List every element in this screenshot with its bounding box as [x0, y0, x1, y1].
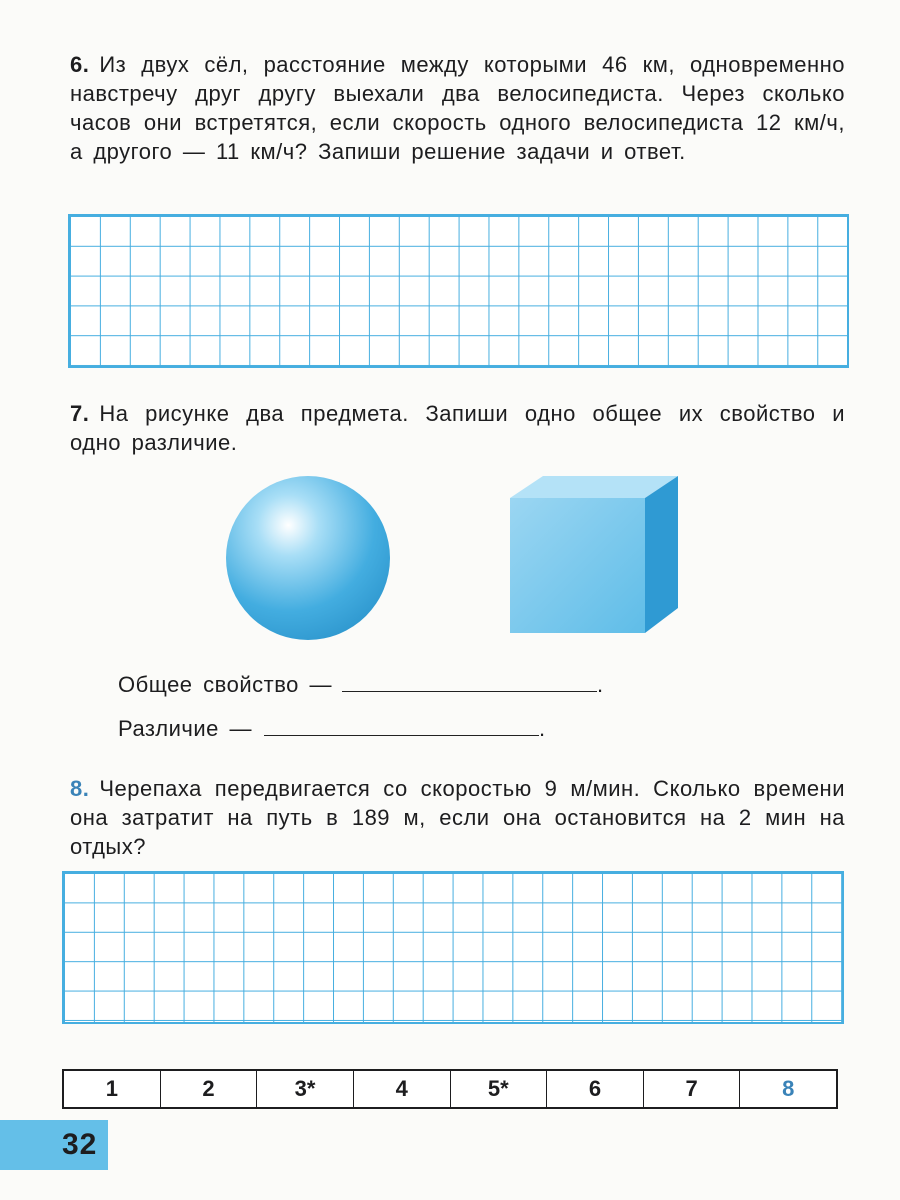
- score-cell-2: 2: [161, 1071, 258, 1107]
- task-7-text: На рисунке два предмета. Запиши одно общее их свойство и одно различие.: [70, 401, 845, 455]
- difference-end: .: [539, 716, 546, 741]
- task-6-answer-grid[interactable]: [68, 214, 849, 368]
- cube-icon: [510, 476, 678, 633]
- difference-answer-line[interactable]: [264, 717, 539, 736]
- score-cell-8: 8: [782, 1076, 795, 1101]
- score-cell-4: 4: [354, 1071, 451, 1107]
- task-6-number: 6.: [70, 52, 90, 77]
- score-cell-3: 3*: [257, 1071, 354, 1107]
- common-property-row: [118, 672, 604, 698]
- task-6: [70, 50, 845, 166]
- score-cell-6: 6: [547, 1071, 644, 1107]
- difference-label: Различие —: [118, 716, 252, 741]
- score-cell-7: 7: [644, 1071, 741, 1107]
- task-8-answer-grid[interactable]: [62, 871, 844, 1024]
- task-score-row: [62, 1069, 838, 1109]
- difference-row: [118, 716, 546, 742]
- shapes-figure: [220, 468, 690, 668]
- task-8-text: Черепаха передвигается со скоростью 9 м/мин. Сколько времени она затратит на путь в 189 м, если она остановится на 2 мин на отдых?: [70, 776, 845, 859]
- sphere-icon: [226, 476, 390, 640]
- task-8-number: 8.: [70, 776, 90, 801]
- task-7-number: 7.: [70, 401, 90, 426]
- page-number: 32: [62, 1128, 98, 1161]
- score-cell-1: 1: [64, 1071, 161, 1107]
- common-property-label: Общее свойство —: [118, 672, 332, 697]
- score-cell-5: 5*: [451, 1071, 548, 1107]
- task-7: [70, 399, 845, 457]
- common-property-answer-line[interactable]: [342, 673, 597, 692]
- common-property-end: .: [596, 672, 604, 697]
- task-8: [70, 774, 845, 861]
- task-6-text: Из двух сёл, расстояние между которыми 46 км, одновременно навстречу друг другу выехали два велосипедиста. Через сколько часов они встретятся, если скорость одного велосипедиста 12 км/ч, а другого — 11 км/ч? Запиши решение задачи и ответ.: [70, 52, 845, 164]
